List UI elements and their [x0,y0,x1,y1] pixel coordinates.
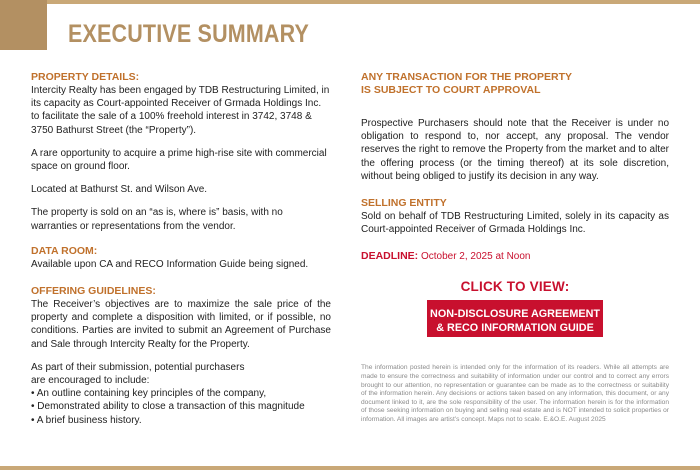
selling-entity-text: Sold on behalf of TDB Restructuring Limited, solely in its capacity as Court-appointed Receiver of Grmada Holdings Inc. [361,211,669,236]
nda-button-line2: & RECO INFORMATION GUIDE [436,321,594,334]
court-approval-heading [361,71,669,97]
nda-reco-guide-button[interactable] [427,300,603,337]
bottom-accent-bar [0,466,700,470]
list-item: • Demonstrated ability to close a transaction of this magnitude [31,400,331,413]
page-title: EXECUTIVE SUMMARY [68,20,310,48]
property-details-text: Intercity Realty has been engaged by TDB Restructuring Limited, in its capacity as Court-appointed Receiver of Grmada Holdings Inc. to facilitate the sale of a 100% freehold interest in 3742, 3748 & 3750 Bathurst Street (the “Property”). [31,85,330,136]
offering-guidelines-heading: OFFERING GUIDELINES: [31,285,156,298]
offering-guidelines-text: The Receiver’s objectives are to maximize the sale price of the property and complete a disposition with limited, or if possible, no conditions. Parties are invited to submit an Agreement of Purchase and Sale through Intercity Realty for the Property. [31,299,331,350]
property-location-text: Located at Bathurst St. and Wilson Ave. [31,184,208,196]
list-item: • An outline containing key principles of the company, [31,387,331,400]
property-opportunity-text: A rare opportunity to acquire a prime high-rise site with commercial space on ground floor. [31,147,327,173]
deadline-row [361,250,669,263]
submission-intro-text [31,361,331,387]
right-column [361,71,669,425]
property-details-heading: PROPERTY DETAILS: [31,71,140,83]
list-item: • A brief business history. [31,414,331,427]
court-approval-text: Prospective Purchasers should note that the Receiver is under no obligation to respond to, nor accept, any proposal. The vendor reserves the right to remove the Property from the market and to alter the offering process (or the timing thereof) at its sole discretion, without being obliged to justify its decision in any way. [361,118,669,182]
deadline-label: DEADLINE: [361,250,419,263]
data-room-text: Available upon CA and RECO Information Guide being signed. [31,258,309,270]
left-column [31,71,331,427]
click-to-view-label: CLICK TO VIEW: [460,279,570,295]
selling-entity-heading: SELLING ENTITY [361,197,447,210]
nda-button-line1: NON-DISCLOSURE AGREEMENT [430,307,600,320]
court-approval-heading-line2: IS SUBJECT TO COURT APPROVAL [361,84,541,96]
submission-intro-line2: are encouraged to include: [31,375,150,387]
corner-accent-block [0,0,47,50]
data-room-heading: DATA ROOM: [31,244,98,257]
property-as-is-text: The property is sold on an “as is, where is” basis, with no warranties or representations from the vendor. [31,207,283,232]
submission-intro-line1: As part of their submission, potential purchasers [31,361,245,373]
deadline-value: October 2, 2025 at Noon [420,251,531,263]
top-accent-bar [0,0,700,4]
submission-bullet-list [31,387,331,427]
disclaimer-text: The information posted herein is intended only for the information of its readers. While all attempts are made to ensure the correctness and suitability of information under our control and to correct any errors brought to our attention, no representation or guarantee can be made as to the correctness or suitability of the information herein. Any decisions or actions taken based on any information, this document, or any document linked to it, are the sole responsibility of the user. The information herein is for the information of those seeking information on buying and selling real estate and is NOT intended to solicit properties or information. All images are artist’s concept. Maps not to scale. E.&O.E. August 2025 [361,364,669,423]
court-approval-heading-line1: ANY TRANSACTION FOR THE PROPERTY [361,71,572,83]
